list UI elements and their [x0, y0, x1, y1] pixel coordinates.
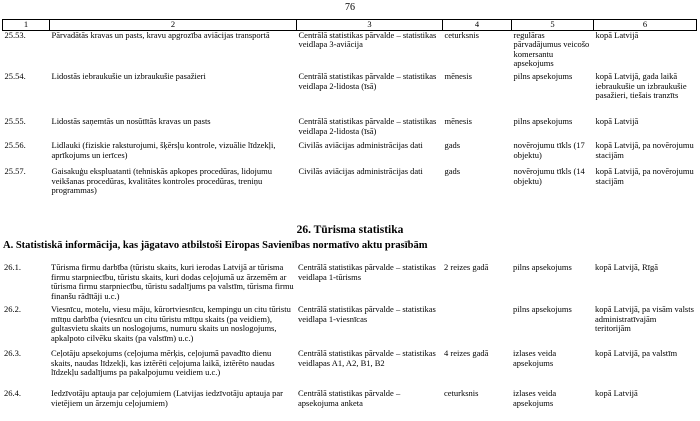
- column-header: 3: [297, 20, 443, 31]
- column-header: 5: [512, 20, 594, 31]
- survey-method: pilns apsekojums: [513, 71, 573, 81]
- column-header: 2: [50, 20, 297, 31]
- table-row: [3, 72, 697, 117]
- row-number: 25.53.: [3, 30, 50, 72]
- indicator-description: Lidostās iebraukušie un izbraukušie pasažieri: [51, 71, 206, 81]
- indicator-description: Pārvadātās kravas un pasts, kravu apgrozība aviācijas transportā: [50, 30, 297, 72]
- row-number: 25.55.: [4, 116, 26, 126]
- data-source: Civilās aviācijas administrācijas dati: [298, 140, 423, 150]
- statistics-table-part-b: [2, 263, 696, 419]
- breakdown-level: kopā Latvijā: [595, 116, 639, 126]
- indicator-description: Lidlauki (fiziskie raksturojumi, šķērsļu kontrole, vizuālie līdzekļi, aprīkojums un ierīces): [51, 140, 276, 160]
- breakdown-level: kopā Latvijā: [595, 388, 638, 398]
- data-source: Centrālā statistikas pārvalde – statistikas veidlapas A1, A2, B1, B2: [298, 348, 436, 368]
- survey-method: izlases veida apsekojums: [513, 348, 557, 368]
- survey-method: pilns apsekojums: [513, 262, 572, 272]
- indicator-description: Tūrisma firmu darbība (tūristu skaits, kuri ierodas Latvijā ar tūrisma firmu starpniecību, tūristu skaits, kuri dodas ceļojumā uz ārzemēm ar tūrisma firmu starpniecību, tūristu sadalījums pa valstīm, tūrisma firmu finanšu rādītāji u.c.): [51, 262, 294, 301]
- row-number: 26.2.: [4, 304, 21, 314]
- data-source: Centrālā statistikas pārvalde – statistikas veidlapa 1-viesnīcas: [298, 304, 436, 324]
- survey-method: pilns apsekojums: [513, 304, 572, 314]
- breakdown-level: kopā Latvijā, pa novērojumu stacijām: [595, 166, 694, 186]
- row-number: 25.57.: [4, 166, 26, 176]
- frequency: gads: [444, 140, 461, 150]
- table-row: [2, 349, 696, 389]
- column-number-header: [3, 20, 697, 31]
- breakdown-level: kopā Latvijā, pa novērojumu stacijām: [595, 140, 694, 160]
- indicator-description: Lidostās saņemtās un nosūtītās kravas un pasts: [51, 116, 211, 126]
- frequency: ceturksnis: [443, 30, 512, 72]
- breakdown-level: kopā Latvijā: [594, 30, 697, 72]
- table-row: [3, 167, 697, 203]
- section-title: 26. Tūrisma statistika: [296, 224, 404, 236]
- section-subheading: A. Statistiskā informācija, kas jāgatavo atbilstoši Eiropas Savienības normatīvo aktu prasībām: [3, 240, 428, 251]
- row-number: 25.56.: [4, 140, 26, 150]
- frequency: 4 reizes gadā: [444, 348, 489, 358]
- table-row: [2, 305, 696, 349]
- breakdown-level: kopā Latvijā, Rīgā: [595, 262, 659, 272]
- row-number: 26.4.: [4, 388, 21, 398]
- breakdown-level: kopā Latvijā, gada laikā iebraukušie un izbraukušie pasažieri, tiešais tranzīts: [595, 71, 687, 100]
- row-number: 25.54.: [4, 71, 26, 81]
- indicator-description: Ceļotāju apsekojums (ceļojuma mērķis, ceļojumā pavadīto dienu skaits, naudas līdzekļi, kas iztērēti ceļojuma laikā, iztērēto naudas līdzekļu sadalījums pa pakalpojumu veidiem u.c.): [51, 348, 275, 377]
- table-row: [3, 141, 697, 167]
- frequency: mēnesis: [444, 116, 472, 126]
- table-row: [3, 117, 697, 141]
- table-row: [3, 30, 697, 72]
- indicator-description: Viesnīcu, motelu, viesu māju, kūrortviesnīcu, kempingu un citu tūristu mītņu darbība (viesnīcu un citu tūristu mītņu skaits (pa veidiem), gultasvietu skaits un noslogojums, numuru skaits un noslogojums, apkalpoto cilvēku skaits (pa valstīm) u.c.): [51, 304, 291, 343]
- breakdown-level: kopā Latvijā, pa visām valsts administratīvajām teritorijām: [595, 304, 694, 333]
- data-source: Centrālā statistikas pārvalde – statistikas veidlapa 2-lidosta (īsā): [298, 116, 437, 136]
- table-row: [2, 263, 696, 305]
- frequency: [442, 305, 511, 349]
- survey-method: novērojumu tīkls (14 objektu): [513, 166, 585, 186]
- frequency: gads: [444, 166, 461, 176]
- column-header: 6: [594, 20, 697, 31]
- survey-method: pilns apsekojums: [513, 116, 573, 126]
- data-source: Civilās aviācijas administrācijas dati: [298, 166, 423, 176]
- column-header: 1: [3, 20, 50, 31]
- table-row: [2, 389, 696, 419]
- data-source: Centrālā statistikas pārvalde – statistikas veidlapa 1-tūrisms: [298, 262, 436, 282]
- survey-method: novērojumu tīkls (17 objektu): [513, 140, 585, 160]
- frequency: 2 reizes gadā: [444, 262, 489, 272]
- statistics-table-part-a: [2, 19, 697, 203]
- page-number: 76: [345, 2, 355, 13]
- breakdown-level: kopā Latvijā, pa valstīm: [595, 348, 678, 358]
- row-number: 26.1.: [4, 262, 21, 272]
- data-source: Centrālā statistikas pārvalde – statistikas veidlapa 2-lidosta (īsā): [298, 71, 437, 91]
- data-source: Centrālā statistikas pārvalde – apsekojuma anketa: [298, 388, 401, 408]
- row-number: 26.3.: [4, 348, 21, 358]
- survey-method: regulāras pārvadājumus veicošo komersantu apsekojums: [512, 30, 594, 72]
- column-header: 4: [443, 20, 512, 31]
- frequency: mēnesis: [444, 71, 472, 81]
- indicator-description: Gaisakuģu ekspluatanti (tehniskās apkopes procedūras, lidojumu veikšanas procedūras, kvalitātes kontroles procedūras, treniņu programmas): [51, 166, 272, 195]
- survey-method: izlases veida apsekojums: [513, 388, 557, 408]
- frequency: ceturksnis: [444, 388, 479, 398]
- indicator-description: Iedzīvotāju aptauja par ceļojumiem (Latvijas iedzīvotāju aptauja par vietējiem un ārzemju ceļojumiem): [51, 388, 283, 408]
- data-source: Centrālā statistikas pārvalde – statistikas veidlapa 3-aviācija: [297, 30, 443, 72]
